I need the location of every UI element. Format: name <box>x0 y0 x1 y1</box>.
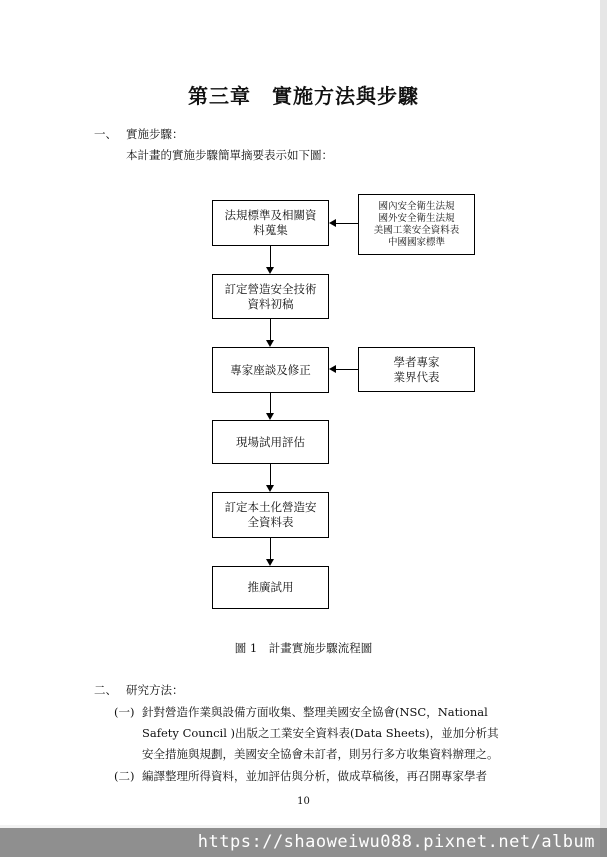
flow-source-4: 中國國家標準 <box>387 236 445 248</box>
item2-marker: (二) <box>114 769 135 783</box>
item2-line1: 編譯整理所得資料，並加評估與分析，做成草稿後，再召開專家學者 <box>142 769 487 783</box>
arrow-experts <box>329 365 336 373</box>
section1-heading: 實施步驟： <box>126 127 184 141</box>
arrow-3-4 <box>266 413 274 420</box>
section2-heading: 研究方法： <box>126 683 184 697</box>
flow-sources-box <box>358 194 475 255</box>
figure-caption: 圖 1 計畫實施步驟流程圖 <box>234 641 373 655</box>
item1-line2: Safety Council )出版之工業安全資料表(Data Sheets)，並加分析其 <box>142 726 499 740</box>
flow-step-1-line1: 法規標準及相關資 <box>224 208 317 222</box>
flow-experts-line2: 業界代表 <box>393 369 440 384</box>
section2-marker: 二、 <box>94 683 117 697</box>
arrow-5-6 <box>266 559 274 566</box>
flow-experts-box <box>358 347 475 392</box>
flow-step-6 <box>212 566 329 609</box>
item1-marker: (一) <box>114 705 135 719</box>
connector-2-3 <box>270 319 271 340</box>
connector-sources <box>336 223 358 224</box>
chapter-title: 第三章 實施方法與步驟 <box>188 84 419 108</box>
connector-3-4 <box>270 393 271 413</box>
flow-source-3: 美國工業安全資料表 <box>373 224 460 236</box>
flow-step-5-line1: 訂定本土化營造安 <box>224 500 317 514</box>
arrow-sources <box>329 219 336 227</box>
arrow-2-3 <box>266 340 274 347</box>
flow-step-3 <box>212 347 329 393</box>
flow-step-5-line2: 全資料表 <box>247 515 294 529</box>
item1-line3: 安全措施與規劃，美國安全協會未訂者，則另行多方收集資料辦理之。 <box>142 747 499 761</box>
flow-step-1-line2: 料蒐集 <box>253 223 288 237</box>
connector-experts <box>336 369 358 370</box>
page-number: 10 <box>297 796 310 807</box>
section1-intro: 本計畫的實施步驟簡單摘要表示如下圖： <box>126 148 333 162</box>
flow-source-1: 國內安全衛生法規 <box>378 200 455 212</box>
arrow-1-2 <box>266 267 274 274</box>
flow-source-2: 國外安全衛生法規 <box>378 212 455 224</box>
connector-5-6 <box>270 538 271 559</box>
flow-step-4-line1: 現場試用評估 <box>236 434 305 449</box>
section1-marker: 一、 <box>94 127 117 141</box>
flow-step-2-line2: 資料初稿 <box>247 296 294 311</box>
flow-step-5 <box>212 492 329 538</box>
arrow-4-5 <box>266 485 274 492</box>
flow-step-6-line1: 推廣試用 <box>247 580 294 594</box>
item1-line1: 針對營造作業與設備方面收集、整理美國安全協會(NSC，National <box>142 705 488 719</box>
flow-step-3-line1: 專家座談及修正 <box>230 362 311 377</box>
flow-experts-line1: 學者專家 <box>393 354 440 369</box>
connector-4-5 <box>270 464 271 485</box>
page-edge <box>600 0 607 857</box>
flow-step-1 <box>212 200 329 246</box>
flow-step-4 <box>212 420 329 464</box>
flow-step-2 <box>212 274 329 319</box>
flow-step-2-line1: 訂定營造安全技術 <box>224 281 317 296</box>
watermark-bar <box>0 828 607 857</box>
connector-1-2 <box>270 246 271 267</box>
watermark-url: https://shaoweiwu088.pixnet.net/album <box>197 832 595 852</box>
